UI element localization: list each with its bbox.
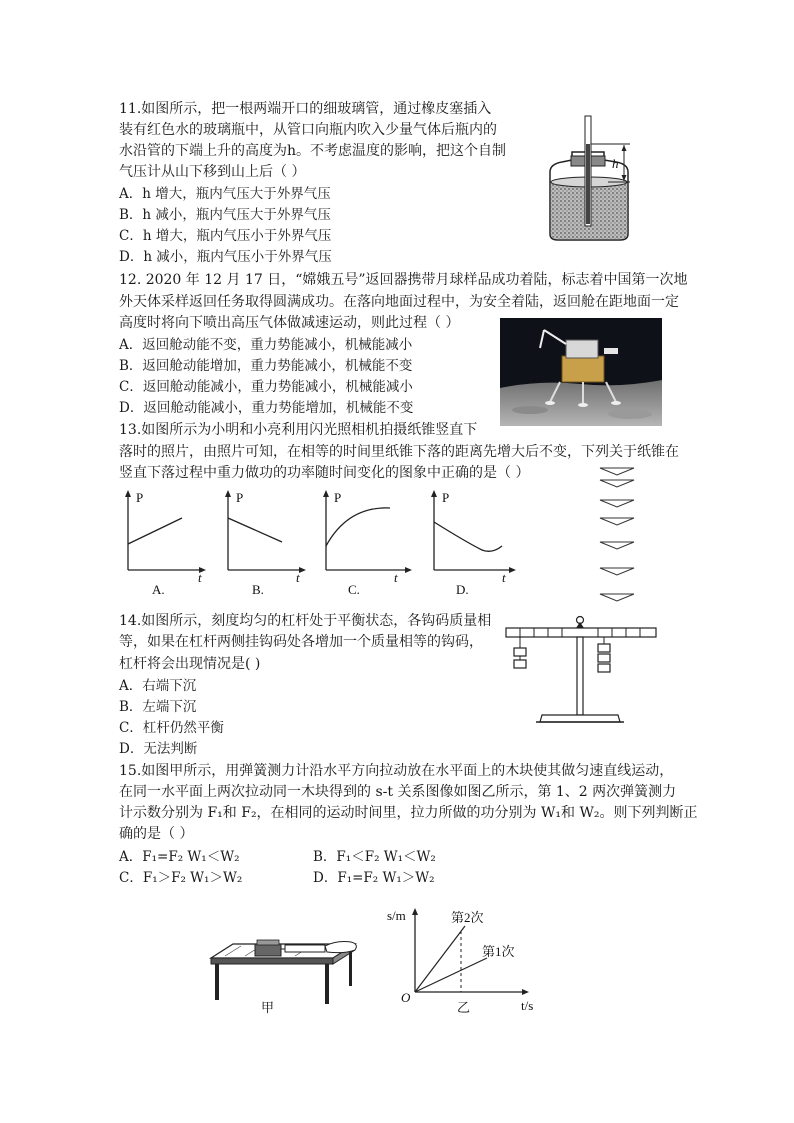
q12-option-a: A．返回舱动能不变，重力势能减小，机械能减小 [119,337,413,353]
q11-option-b: B．h 减小，瓶内气压大于外界气压 [119,207,331,223]
graph-a-label: A. [152,582,165,597]
lunar-lander-photo [500,318,662,426]
graph-a-x-label: t [198,570,202,585]
paper-cone-photo [592,462,642,607]
graph-b [220,488,310,598]
q15-option-c: C．F₁＞F₂ W₁＞W₂ [119,870,243,886]
q11-option-d: D．h 减小，瓶内气压小于外界气压 [119,249,332,265]
q14-line-2: 等，如果在杠杆两侧挂钩码处各增加一个质量相等的钩码， [119,634,483,650]
line-1-label: 第1次 [482,944,515,959]
graph-x-axis-label: t/s [521,998,534,1013]
q15-option-a: A．F₁=F₂ W₁＜W₂ [119,849,240,865]
graph-d [426,488,522,598]
graph-c [318,488,418,598]
q13-line-2: 落时的照片，由照片可知，在相等的时间里纸锥下落的距离先增大后不变，下列关于纸锥在 [119,444,679,460]
figure-jia-label: 甲 [261,1000,275,1015]
figure-jia-table [205,932,365,1016]
barometer-bottle-figure [540,112,645,244]
graph-b-x-label: t [296,570,300,585]
q14-line-3: 杠杆将会出现情况是( ) [119,656,261,672]
q11-line-3: 水沿管的下端上升的高度为h。不考虑温度的影响，把这个自制 [119,143,507,159]
q14-option-d: D．无法判断 [119,741,198,757]
graph-y-axis-label: s/m [387,908,406,923]
graph-d-y-label: P [442,490,450,505]
q12-option-b: B．返回舱动能增加，重力势能减小，机械能不变 [119,358,413,374]
q15-line-2: 在同一水平面上两次拉动同一木块得到的 s-t 关系图像如图乙所示，第 1、2 两次弹簧测力 [119,784,677,800]
q12-option-d: D．返回舱动能减小，重力势能增加，机械能不变 [119,400,414,416]
h-label: h [612,156,619,171]
q14-line-1: 14.如图所示，刻度均匀的杠杆处于平衡状态，各钩码质量相 [119,613,492,629]
line-2-label: 第2次 [451,910,484,925]
q14-option-a: A．右端下沉 [119,678,197,694]
q11-option-a: A．h 增大，瓶内气压大于外界气压 [119,186,331,202]
q15-line-3: 计示数分别为 F₁和 F₂，在相同的运动时间里，拉力所做的功分别为 W₁和 W₂。则下列判断正 [119,805,698,821]
graph-a-y-label: P [136,490,144,505]
graph-b-y-label: P [236,490,244,505]
q12-line-1: 12. 2020 年 12 月 17 日，“嫦娥五号”返回器携带月球样品成功着陆，标志着中国第一次地 [119,272,688,288]
q11-option-c: C．h 增大，瓶内气压小于外界气压 [119,228,332,244]
q12-option-c: C．返回舱动能减小，重力势能减小，机械能减小 [119,379,413,395]
graph-c-y-label: P [334,490,342,505]
graph-origin-label: O [401,990,411,1005]
lever-figure [500,612,662,732]
q13-line-1: 13.如图所示为小明和小亮利用闪光照相机拍摄纸锥竖直下 [119,422,478,438]
q11-line-4: 气压计从山下移到山上后（ ） [119,164,306,180]
graph-d-x-label: t [502,570,506,585]
q14-option-b: B．左端下沉 [119,699,197,715]
figure-yi-st-graph [385,904,545,1016]
graph-d-label: D. [456,582,469,597]
q11-line-2: 装有红色水的玻璃瓶中，从管口向瓶内吹入少量气体后瓶内的 [119,122,497,138]
q15-line-1: 15.如图甲所示，用弹簧测力计沿水平方向拉动放在水平面上的木块使其做匀速直线运动， [119,763,674,779]
graph-a [120,488,210,598]
q12-line-3: 高度时将向下喷出高压气体做减速运动，则此过程（ ） [119,315,460,331]
q13-line-3: 竖直下落过程中重力做功的功率随时间变化的图象中正确的是（ ） [119,465,530,481]
q14-option-c: C．杠杆仍然平衡 [119,720,224,736]
figure-yi-label: 乙 [457,1000,471,1015]
q15-option-d: D．F₁=F₂ W₁＞W₂ [313,870,435,886]
graph-b-label: B. [252,582,264,597]
q11-line-1: 11.如图所示，把一根两端开口的细玻璃管，通过橡皮塞插入 [119,101,492,117]
q12-line-2: 外天体采样返回任务取得圆满成功。在落向地面过程中，为安全着陆，返回舱在距地面一定 [119,294,679,310]
q15-option-b: B．F₁＜F₂ W₁＜W₂ [313,849,436,865]
q15-line-4: 确的是（ ） [119,826,194,842]
graph-c-label: C. [348,582,360,597]
graph-c-x-label: t [394,570,398,585]
